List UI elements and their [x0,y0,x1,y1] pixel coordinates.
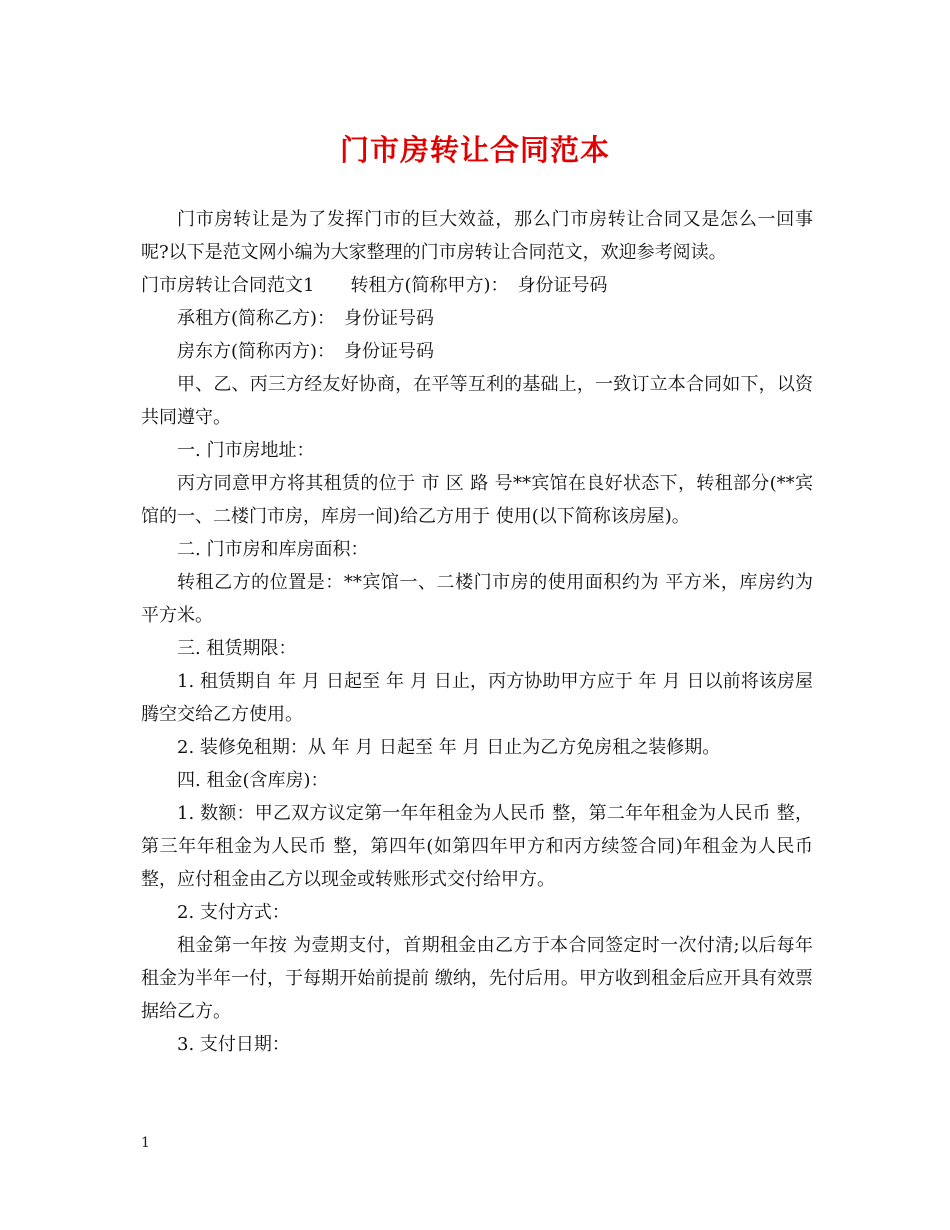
paragraph: 甲、乙、丙三方经友好协商，在平等互利的基础上，一致订立本合同如下，以资共同遵守。 [141,374,813,428]
paragraph: 转租乙方的位置是：**宾馆一、二楼门市房的使用面积约为 平方米，库房约为 平方米。 [141,572,813,626]
paragraph: 2. 装修免租期：从 年 月 日起至 年 月 日止为乙方免房租之装修期。 [177,737,721,758]
paragraph: 租金第一年按 为壹期支付，首期租金由乙方于本合同签定时一次付清;以后每年租金为半年一付，于每期开始前提前 缴纳，先付后用。甲方收到租金后应开具有效票据给乙方。 [141,935,813,1022]
page-number: 1 [141,1135,150,1151]
section-heading: 二. 门市房和库房面积： [177,539,369,560]
paragraph: 1. 租赁期自 年 月 日起至 年 月 日止，丙方协助甲方应于 年 月 日以前将该房屋腾空交给乙方使用。 [141,671,813,725]
paragraph: 1. 数额：甲乙双方议定第一年年租金为人民币 整，第二年年租金为人民币 整，第三年年租金为人民币 整，第四年(如第四年甲方和丙方续签合同)年租金为人民币 整，应付租金由乙方以现金或转账形式交付给甲方。 [141,803,813,890]
paragraph: 丙方同意甲方将其租赁的位于 市 区 路 号**宾馆在良好状态下，转租部分(**宾馆的一、二楼门市房，库房一间)给乙方用于 使用(以下简称该房屋)。 [141,473,813,527]
paragraph: 2. 支付方式： [177,902,290,923]
document-body [141,203,813,1061]
paragraph: 承租方(简称乙方)： 身份证号码 [177,308,435,329]
paragraph: 房东方(简称丙方)： 身份证号码 [177,341,435,362]
paragraph: 3. 支付日期： [177,1034,290,1055]
section-heading: 四. 租金(含库房)： [177,770,329,791]
document-title: 门市房转让合同范本 [339,133,610,167]
paragraph: 门市房转让合同范文1 转租方(简称甲方)： 身份证号码 [141,275,608,296]
section-heading: 三. 租赁期限： [177,638,297,659]
paragraph: 门市房转让是为了发挥门市的巨大效益，那么门市房转让合同又是怎么一回事呢?以下是范文网小编为大家整理的门市房转让合同范文，欢迎参考阅读。 [141,209,813,263]
section-heading: 一. 门市房地址： [177,440,315,461]
